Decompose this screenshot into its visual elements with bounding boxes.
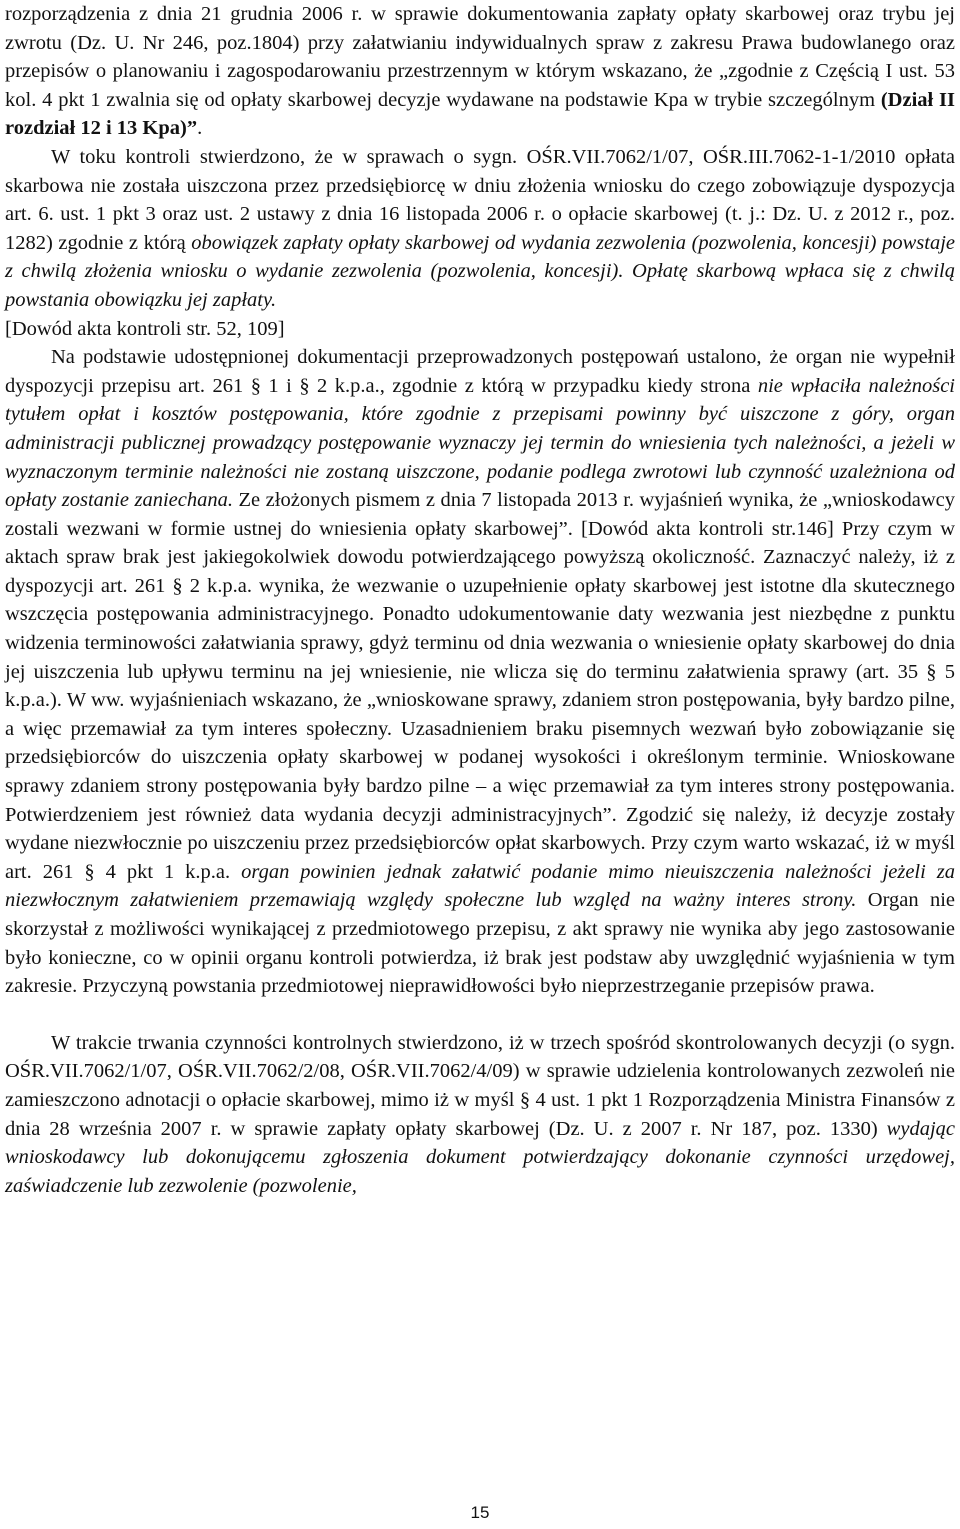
text-segment: W trakcie trwania czynności kontrolnych stwierdzono, iż w trzech spośród skontrolowanych decyzji (o sygn. OŚR.VII.7062/1/07, OŚR.VII.7062/2/08, OŚR.VII.7062/4/09) w sprawie udzielenia kontrolowanych zezwoleń nie zamieszczono adnotacji o opłacie skarbowej, mimo iż w myśl § 4 ust. 1 pkt 1 Rozporządzenia Ministra Finansów z dnia 28 września 2007 r. w sprawie zapłaty opłaty skarbowej (Dz. U. z 2007 r. Nr 187, poz. 1330) (5, 1031, 955, 1140)
text-segment: . (197, 117, 203, 140)
text-segment: W toku kontroli stwierdzono, że w sprawach o sygn. OŚR.VII.7062/1/07, OŚR.III.7062-1-1/2010 opłata skarbowa nie została uiszczona przez przedsiębiorcę w dniu złożenia wniosku do czego zobowiązuje dyspozycja art. 6. ust. 1 pkt 3 oraz ust. 2 ustawy z dnia 16 listopada 2006 r. o opłacie skarbowej (t. j.: Dz. U. z 2012 r., poz. 1282) zgodnie z którą (5, 145, 955, 254)
paragraph-evidence-reference (5, 315, 955, 344)
italic-text-segment: obowiązek zapłaty opłaty skarbowej od wydania zezwolenia (pozwolenia, koncesji) powstaje z chwilą złożenia wniosku o wydanie zezwolenia (pozwolenia, koncesji). Opłatę skarbową wpłaca się z chwilą powstania obowiązku jej zapłaty. (5, 231, 955, 311)
paragraph-annotation-findings (5, 1029, 955, 1201)
page-number: 15 (470, 1503, 490, 1522)
text-segment: [Dowód akta kontroli str. 52, 109] (5, 317, 285, 340)
text-segment: Na podstawie udostępnionej dokumentacji przeprowadzonych postępowań ustalono, że organ nie wypełnił dyspozycji przepisu art. 261 § 1 i § 2 k.p.a., zgodnie z którą w przypadku kiedy strona (5, 346, 955, 397)
text-segment: Organ nie skorzystał z możliwości wynikającej z przedmiotowego przepisu, z akt sprawy nie wynika aby jego zastosowanie było konieczne, co w opinii organu kontroli potwierdza, iż brak jest podstaw aby uwzględnić wyjaśnienia w tym zakresie. Przyczyną powstania przedmiotowej nieprawidłowości było nieprzestrzeganie przepisów prawa. (5, 889, 956, 998)
paragraph-fee-findings (5, 143, 955, 315)
italic-text-segment: wydając wnioskodawcy lub dokonującemu zgłoszenia dokument potwierdzający dokonanie czynności urzędowej, zaświadczenie lub zezwolenie (pozwolenie, (5, 1117, 955, 1197)
paragraph-kpa-analysis (5, 343, 955, 1001)
italic-text-segment: organ powinien jednak załatwić podanie mimo nieuiszczenia należności jeżeli za niezwłocznym załatwieniem przemawiają względy społeczne lub względ na ważny interes strony. (5, 860, 956, 912)
text-segment: rozporządzenia z dnia 21 grudnia 2006 r. w sprawie dokumentowania zapłaty opłaty skarbowej oraz trybu jej zwrotu (Dz. U. Nr 246, poz.1804) przy załatwianiu indywidualnych spraw z zakresu Prawa budowlanego oraz przepisów o planowaniu i zagospodarowaniu przestrzennym w którym wskazano, że „zgodnie z Częścią I ust. 53 kol. 4 pkt 1 zwalnia się od opłaty skarbowej decyzje wydawane na podstawie Kpa w trybie szczególnym (5, 3, 955, 111)
italic-text-segment: nie wpłaciła należności tytułem opłat i kosztów postępowania, które zgodnie z przepisami powinny być uiszczone z góry, organ administracji publicznej prowadzący postępowanie wyznaczy jej termin do wniesienia tych należności, a jeżeli w wyznaczonym terminie należności nie zostaną uiszczone, podanie podlega zwrotowi lub czynność uzależniona od opłaty zostanie zaniechana. (5, 374, 956, 512)
text-segment: Ze złożonych pismem z dnia 7 listopada 2013 r. wyjaśnień wynika, że „wnioskodawcy zostali wezwani w formie ustnej do wniesienia opłaty skarbowej”. [Dowód akta kontroli str.146] Przy czym w aktach spraw brak jest jakiegokolwiek dowodu potwierdzającego powyższą okoliczność. Zaznaczyć należy, iż z dyspozycji art. 261 § 2 k.p.a. wynika, że wezwanie o uzupełnienie opłaty skarbowej jest istotne dla skutecznego wszczęcia postępowania administracyjnego. Ponadto udokumentowanie daty wezwania jest niezbędne z punktu widzenia terminowości załatwiania sprawy, gdyż terminu od dnia wezwania o wniesienie opłaty skarbowej do dnia jej uiszczenia lub upływu terminu na jej wniesienie, nie wlicza się do terminu załatwienia sprawy (art. 35 § 5 k.p.a.). W ww. wyjaśnieniach wskazano, że „wnioskowane sprawy, zdaniem stron postępowania, były bardzo pilne, a więc przemawiał za tym interes społeczny. Uzasadnieniem braku pisemnych wezwań było zobowiązanie się przedsiębiorców do uiszczenia opłaty skarbowej w podanej wysokości i określonym terminie. Wnioskowane sprawy zdaniem strony postępowania były bardzo pilne – a więc przemawiał za tym interes strony postępowania. Potwierdzeniem jest również data wydania decyzji administracyjnych”. Zgodzić się należy, iż decyzje zostały wydane niezwłocznie po uiszczeniu przez przedsiębiorców opłat skarbowych. Przy czym warto wskazać, iż w myśl art. 261 § 4 pkt 1 k.p.a. (5, 489, 956, 883)
paragraph-regulation-continuation (5, 0, 955, 143)
bold-text-segment: (Dział II rozdział 12 i 13 Kpa)” (5, 88, 955, 140)
document-page (5, 0, 955, 1200)
